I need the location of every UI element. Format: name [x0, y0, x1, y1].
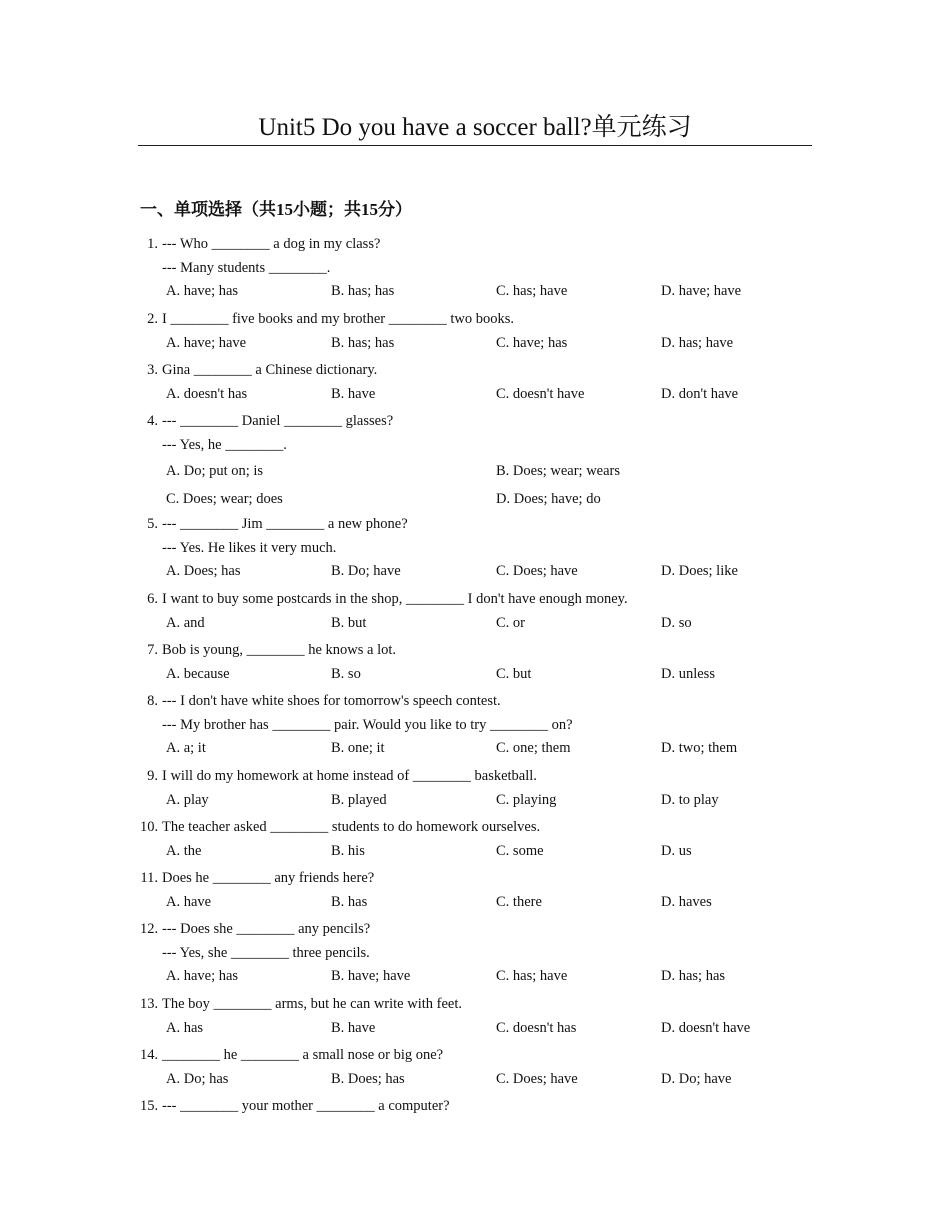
- question-stem: --- ________ your mother ________ a computer?: [162, 1098, 450, 1114]
- option-a: A. Do; put on; is: [166, 463, 264, 479]
- option-b: B. Does; wear; wears: [496, 463, 621, 479]
- question-7: [140, 639, 820, 686]
- option-a: A. have; have: [166, 334, 247, 351]
- option-d: D. has; has: [661, 968, 726, 984]
- question-number: 1.: [147, 236, 158, 252]
- question-number: 10.: [140, 819, 159, 835]
- option-b: B. have; have: [331, 968, 411, 984]
- option-c: C. some: [496, 842, 544, 859]
- question-number: 3.: [147, 362, 158, 378]
- question-4: [140, 410, 820, 513]
- option-d: D. Do; have: [661, 1070, 732, 1087]
- option-b: B. Does; has: [331, 1070, 405, 1087]
- question-13: [140, 993, 820, 1040]
- question-stem: --- My brother has ________ pair. Would you like to try ________ on?: [162, 716, 573, 733]
- option-b: B. Do; have: [331, 563, 401, 579]
- title-underline: [138, 145, 812, 146]
- question-stem: --- Many students ________.: [162, 259, 331, 276]
- question-stem: I ________ five books and my brother ________ two books.: [162, 311, 514, 327]
- option-b: B. has; has: [331, 334, 395, 351]
- option-a: A. doesn't has: [166, 385, 248, 402]
- question-15: [140, 1095, 820, 1119]
- question-stem: --- ________ Jim ________ a new phone?: [162, 516, 408, 532]
- question-number: 8.: [147, 693, 158, 709]
- question-number: 4.: [147, 413, 158, 429]
- option-c: C. playing: [496, 791, 557, 808]
- question-number: 12.: [140, 921, 159, 937]
- question-number: 15.: [140, 1098, 159, 1114]
- question-10: [140, 816, 820, 863]
- section-heading: 一、单项选择（共15小题；共15分）: [140, 200, 412, 219]
- option-b: B. played: [331, 791, 387, 808]
- option-b: B. have: [331, 385, 376, 402]
- option-c: C. Does; wear; does: [166, 491, 283, 507]
- question-stem: The teacher asked ________ students to do homework ourselves.: [162, 819, 541, 835]
- question-stem: ________ he ________ a small nose or big one?: [162, 1047, 444, 1063]
- option-a: A. Do; has: [166, 1070, 229, 1087]
- option-d: D. to play: [661, 791, 719, 808]
- option-a: A. because: [166, 665, 230, 682]
- option-d: D. doesn't have: [661, 1019, 751, 1036]
- option-a: A. and: [166, 614, 205, 631]
- question-number: 2.: [147, 311, 158, 327]
- question-stem: Does he ________ any friends here?: [162, 870, 375, 886]
- question-number: 7.: [147, 642, 158, 658]
- option-d: D. don't have: [661, 385, 739, 402]
- question-stem: --- Does she ________ any pencils?: [162, 921, 371, 937]
- option-d: D. haves: [661, 893, 712, 910]
- question-stem: --- ________ Daniel ________ glasses?: [162, 413, 394, 429]
- question-stem: --- Yes. He likes it very much.: [162, 539, 337, 556]
- option-b: B. has: [331, 893, 368, 910]
- option-b: B. but: [331, 614, 367, 631]
- question-2: [140, 308, 820, 355]
- option-a: A. have; has: [166, 283, 239, 299]
- question-6: [140, 588, 820, 635]
- question-12: [140, 918, 820, 989]
- question-number: 11.: [140, 870, 158, 886]
- page-title: Unit5 Do you have a soccer ball?单元练习: [258, 114, 692, 141]
- question-stem: Bob is young, ________ he knows a lot.: [162, 642, 397, 658]
- option-d: D. two; them: [661, 740, 738, 756]
- option-b: B. one; it: [331, 740, 385, 756]
- option-b: B. his: [331, 842, 365, 859]
- question-number: 13.: [140, 996, 159, 1012]
- option-a: A. Does; has: [166, 563, 241, 579]
- question-1: [140, 233, 820, 304]
- option-d: D. Does; have; do: [496, 491, 601, 507]
- option-b: B. has; has: [331, 283, 395, 299]
- option-b: B. so: [331, 665, 361, 682]
- question-number: 6.: [147, 591, 158, 607]
- question-number: 9.: [147, 768, 158, 784]
- option-a: A. have: [166, 893, 212, 910]
- option-a: A. a; it: [166, 740, 206, 756]
- option-c: C. has; have: [496, 283, 568, 299]
- option-c: C. there: [496, 893, 542, 910]
- question-stem: --- Yes, he ________.: [162, 436, 287, 453]
- option-c: C. or: [496, 614, 525, 631]
- question-stem: Gina ________ a Chinese dictionary.: [162, 362, 378, 378]
- option-d: D. so: [661, 614, 692, 631]
- question-3: [140, 359, 820, 406]
- question-stem: I will do my homework at home instead of ________ basketball.: [162, 768, 537, 784]
- question-stem: The boy ________ arms, but he can write with feet.: [162, 996, 462, 1012]
- option-d: D. Does; like: [661, 563, 738, 579]
- option-d: D. unless: [661, 665, 715, 682]
- question-stem: --- I don't have white shoes for tomorrow's speech contest.: [162, 693, 501, 709]
- option-c: C. but: [496, 665, 532, 682]
- question-5: [140, 513, 820, 584]
- question-number: 5.: [147, 516, 158, 532]
- option-a: A. play: [166, 791, 209, 808]
- question-11: [140, 867, 820, 914]
- question-stem: --- Who ________ a dog in my class?: [162, 236, 381, 252]
- option-b: B. have: [331, 1019, 376, 1036]
- option-c: C. have; has: [496, 334, 568, 351]
- option-c: C. Does; have: [496, 563, 578, 579]
- option-d: D. us: [661, 842, 692, 859]
- option-d: D. has; have: [661, 334, 734, 351]
- option-c: C. has; have: [496, 968, 568, 984]
- option-d: D. have; have: [661, 283, 742, 299]
- question-number: 14.: [140, 1047, 159, 1063]
- question-9: [140, 765, 820, 812]
- question-8: [140, 690, 820, 761]
- question-stem: --- Yes, she ________ three pencils.: [162, 944, 370, 961]
- option-a: A. the: [166, 842, 202, 859]
- question-stem: I want to buy some postcards in the shop, ________ I don't have enough money.: [162, 591, 628, 607]
- option-a: A. has: [166, 1019, 204, 1036]
- option-c: C. doesn't has: [496, 1019, 577, 1036]
- option-c: C. one; them: [496, 740, 571, 756]
- question-14: [140, 1044, 820, 1091]
- option-c: C. doesn't have: [496, 385, 585, 402]
- option-a: A. have; has: [166, 968, 239, 984]
- option-c: C. Does; have: [496, 1070, 578, 1087]
